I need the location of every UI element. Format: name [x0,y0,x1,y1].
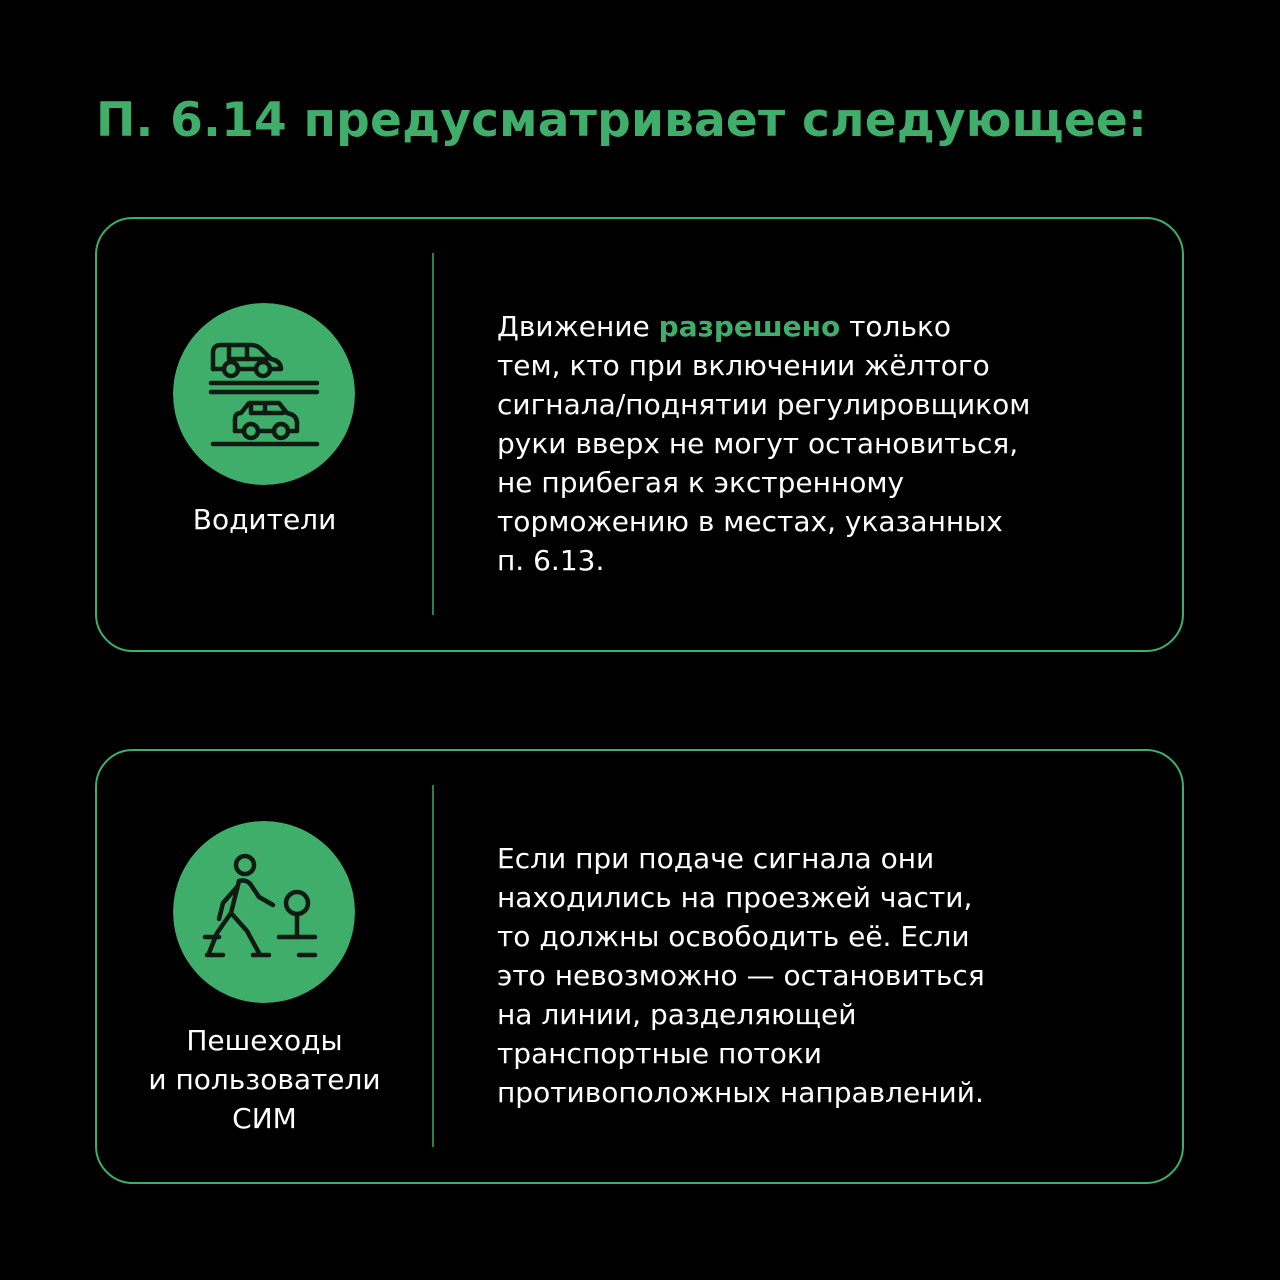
text-segment: сигнала/поднятии регулировщиком [497,388,1031,421]
text-segment: только [840,310,952,343]
divider [432,785,434,1147]
text-line [497,956,1137,995]
highlighted-text: разрешено [658,310,841,343]
text-line [497,1034,1137,1073]
card-description [497,307,1137,580]
pedestrian-icon [173,821,355,1003]
text-segment: руки вверх не могут остановиться, [497,427,1019,460]
text-segment: то должны освободить её. Если [497,920,970,953]
text-segment: противоположных направлений. [497,1076,984,1109]
text-line [497,995,1137,1034]
text-line [497,839,1137,878]
page-title: П. 6.14 предусматривает следующее: [96,93,1147,148]
text-segment: это невозможно — остановиться [497,959,985,992]
text-line [497,385,1137,424]
text-segment: Если при подаче сигнала они [497,842,935,875]
text-segment: Движение [497,310,659,343]
card-label [117,500,412,539]
text-line [497,1073,1137,1112]
cars-icon [173,303,355,485]
drivers-card [95,217,1184,652]
text-segment: на линии, разделяющей [497,998,857,1031]
text-line [497,502,1137,541]
text-line [497,346,1137,385]
text-line [497,878,1137,917]
text-line [497,917,1137,956]
card-label-line: Водители [192,503,337,536]
text-line [497,463,1137,502]
card-label-line: и пользователи [148,1063,381,1096]
card-description [497,839,1137,1112]
text-line [497,307,1137,346]
text-segment: не прибегая к экстренному [497,466,905,499]
card-label-line: СИМ [232,1102,297,1135]
text-segment: п. 6.13. [497,544,605,577]
text-line [497,541,1137,580]
text-segment: тем, кто при включении жёлтого [497,349,990,382]
text-segment: находились на проезжей части, [497,881,973,914]
pedestrians-card [95,749,1184,1184]
card-label-line: Пешеходы [186,1024,343,1057]
card-label [117,1021,412,1138]
text-line [497,424,1137,463]
text-segment: транспортные потоки [497,1037,822,1070]
divider [432,253,434,615]
text-segment: торможению в местах, указанных [497,505,1003,538]
